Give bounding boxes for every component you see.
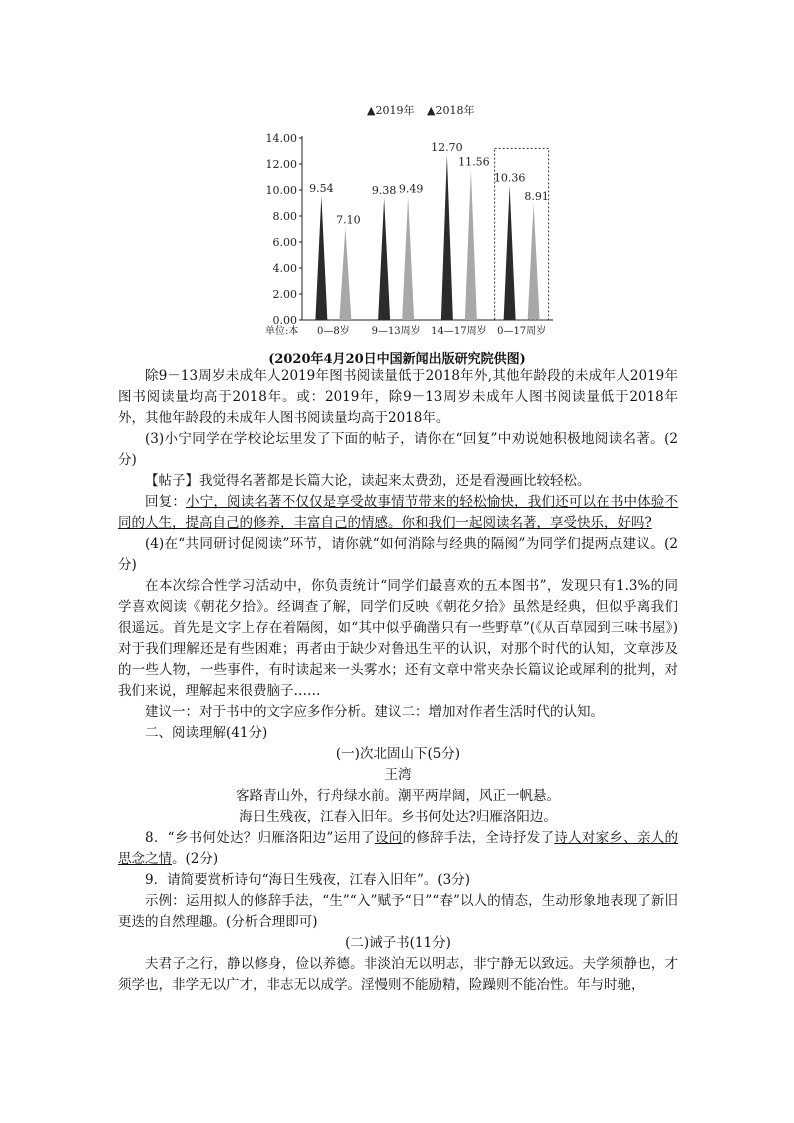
reply-label: 回复： xyxy=(145,494,187,510)
bar-2018 xyxy=(339,228,351,320)
poem-line-2: 海日生残夜，江春入旧年。乡书何处达?归雁洛阳边。 xyxy=(239,809,557,825)
forum-post: 【帖子】我觉得名著都是长篇大论，读起来太费劲，还是看漫画比较轻松。 xyxy=(145,473,591,489)
question-9-answer: 示例：运用拟人的修辞手法，“生”“入”赋予“日”“春”以人的情态，生动形象地表现了新旧更迭的自然理趣。(分析合理即可) xyxy=(118,893,678,930)
data-label-2019: 10.36 xyxy=(493,171,526,185)
data-label-2018: 7.10 xyxy=(336,213,361,227)
bar-2019 xyxy=(441,155,453,320)
question-9: 9．请简要赏析诗句“海日生残夜，江春入旧年”。(3分) xyxy=(145,872,471,888)
exam-text xyxy=(118,366,678,996)
poem-heading: (一)次北固山下(5分) xyxy=(335,746,461,762)
x-tick-label: 0—8岁 xyxy=(317,326,350,337)
y-tick-label: 10.00 xyxy=(265,184,297,197)
unit-label: 单位:本 xyxy=(265,326,299,337)
x-tick-label: 14—17周岁 xyxy=(431,326,487,337)
data-label-2019: 9.38 xyxy=(371,184,397,198)
y-tick-label: 4.00 xyxy=(272,262,297,275)
poem-line-1: 客路青山外，行舟绿水前。潮平两岸阔，风正一帆悬。 xyxy=(236,788,560,804)
bar-2018 xyxy=(402,197,414,320)
legend-2019: ▲2019年 xyxy=(367,104,415,117)
q8-answer-1: 设问 xyxy=(375,830,403,846)
y-tick-label: 2.00 xyxy=(272,288,297,301)
question-8 xyxy=(118,828,678,870)
poem-author: 王湾 xyxy=(384,767,412,783)
bar-2019 xyxy=(315,196,327,320)
reading-volume-bar-chart xyxy=(255,98,555,338)
question-4-material: 在本次综合性学习活动中，你负责统计“同学们最喜欢的五本图书”，发现只有1.3%的同学喜欢阅读《朝花夕拾》。经调查了解，同学们反映《朝花夕拾》虽然是经典，但似乎离我们很遥远。首先是文字上存在着隔阂，如“其中似乎确凿只有一些野草”(《从百草园到三味书屋》)对于我们理解还是有些困难；再者由于缺少对鲁迅生平的认识，对那个时代的认知，文章涉及的一些人物，一些事件，有时读起来一头雾水；还有文章中常夹杂长篇议论或犀利的批判，对我们来说，理解起来很费脑子…… xyxy=(118,578,678,699)
q8-part-e: 。(2分) xyxy=(172,851,219,867)
bar-2019 xyxy=(378,198,390,320)
essay-heading: (二)诫子书(11分) xyxy=(345,935,451,951)
data-label-2018: 9.49 xyxy=(398,182,424,196)
y-tick-label: 14.00 xyxy=(265,132,297,145)
data-label-2018: 8.91 xyxy=(524,190,549,204)
question-4-answer: 建议一：对于书中的文字应多作分析。建议二：增加对作者生活时代的认知。 xyxy=(145,704,604,720)
chart-caption: (2020年4月20日中国新闻出版研究院供图) xyxy=(268,352,526,367)
q8-part-c: 的修辞手法，全诗抒发了 xyxy=(402,830,555,846)
legend-2018: ▲2018年 xyxy=(427,104,475,117)
answer-q2: 除9－13周岁未成年人2019年图书阅读量低于2018年外,其他年龄段的未成年人2019年图书阅读量均高于2018年。或：2019年，除9－13周岁未成年人图书阅读量低于2018年外，其他年龄段的未成年人图书阅读量均高于2018年。 xyxy=(118,368,678,426)
bar-2019 xyxy=(504,185,516,320)
data-label-2019: 12.70 xyxy=(431,140,463,154)
q8-part-a: 8．“乡书何处达？归雁洛阳边”运用了 xyxy=(145,830,376,846)
data-label-2018: 11.56 xyxy=(458,155,490,169)
bar-2018 xyxy=(465,170,477,320)
bar-2018 xyxy=(528,204,540,320)
question-4: (4)在“共同研讨促阅读”环节，请你就“如何消除与经典的隔阂”为同学们提两点建议。(2分) xyxy=(118,536,678,573)
question-3: (3)小宁同学在学校论坛里发了下面的帖子，请你在“回复”中劝说她积极地阅读名著。(2分) xyxy=(118,431,678,468)
section-reading: 二、阅读理解(41分) xyxy=(145,725,268,741)
essay-text: 夫君子之行，静以修身，俭以养德。非淡泊无以明志，非宁静无以致远。夫学须静也，才须学也，非学无以广才，非志无以成学。淫慢则不能励精，险躁则不能冶性。年与时驰， xyxy=(118,956,678,993)
q8-answer-2: 诗人对家乡、亲人的思念之情 xyxy=(118,830,679,867)
reply xyxy=(118,492,678,534)
y-tick-label: 6.00 xyxy=(272,236,297,249)
x-tick-label: 9—13周岁 xyxy=(371,326,421,337)
reply-text: 小宁，阅读名著不仅仅是享受故事情节带来的轻松愉快，我们还可以在书中体验不同的人生，提高自己的修养，丰富自己的情感。你和我们一起阅读名著，享受快乐，好吗? xyxy=(118,494,679,531)
data-label-2019: 9.54 xyxy=(309,181,334,195)
y-tick-label: 8.00 xyxy=(272,210,297,223)
y-tick-label: 12.00 xyxy=(265,158,297,171)
y-tick-label: 0.00 xyxy=(272,314,297,327)
x-tick-label: 0—17周岁 xyxy=(497,326,547,337)
